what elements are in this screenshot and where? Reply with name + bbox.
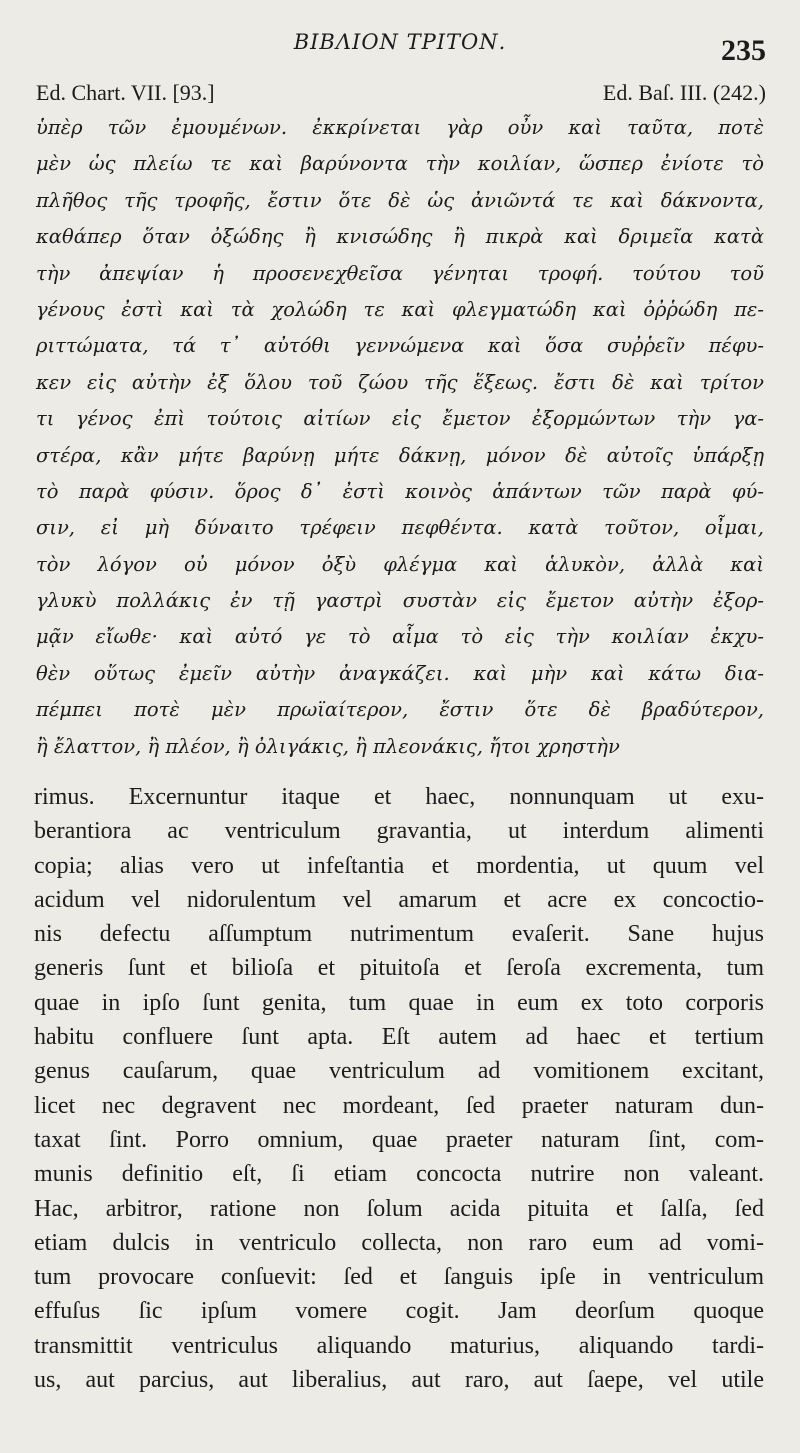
latin-line: munis definitio eſt, ſi etiam concocta nutrire non valeant.	[34, 1161, 764, 1188]
latin-line: tum provocare conſuevit: ſed et ſanguis ipſe in ventriculum	[34, 1264, 764, 1291]
greek-line: ἢ ἔλαττον, ἢ πλέον, ἢ ὀλιγάκις, ἢ πλεονάκις, ἤτοι χρηστὴν	[36, 734, 620, 758]
latin-line: us, aut parcius, aut liberalius, aut raro, aut ſaepe, vel utile	[34, 1367, 764, 1394]
latin-line: habitu confluere ſunt apta. Eſt autem ad haec et tertium	[34, 1024, 764, 1051]
greek-line: μὲν ὡς πλείω τε καὶ βαρύνοντα τὴν κοιλίαν, ὥσπερ ἐνίοτε τὸ	[36, 152, 764, 176]
latin-line: berantiora ac ventriculum gravantia, ut interdum alimenti	[34, 818, 764, 845]
greek-line: τὸ παρὰ φύσιν. ὅρος δ᾽ ἐστὶ κοινὸς ἁπάντων τῶν παρὰ φύ-	[36, 479, 764, 503]
greek-line: τι γένος ἐπὶ τούτοις αἰτίων εἰς ἔμετον ἐξορμώντων τὴν γα-	[36, 407, 764, 431]
greek-text-block	[36, 110, 764, 765]
greek-line: ριττώματα, τά τ᾽ αὐτόθι γεννώμενα καὶ ὅσα συῤῥεῖν πέφυ-	[36, 334, 764, 358]
latin-line: quae in ipſo ſunt genita, tum quae in eum ex toto corporis	[34, 989, 764, 1016]
latin-line: transmittit ventriculus aliquando maturius, aliquando tardi-	[34, 1332, 764, 1359]
greek-line: πλῆθος τῆς τροφῆς, ἔστιν ὅτε δὲ ὡς ἀνιῶντά τε καὶ δάκνοντα,	[36, 188, 764, 212]
greek-line: σιν, εἰ μὴ δύναιτο τρέφειν πεφθέντα. κατὰ τοῦτον, οἶμαι,	[36, 516, 764, 540]
latin-line: licet nec degravent nec mordeant, ſed praeter naturam dun-	[34, 1092, 764, 1119]
latin-line: nis defectu aſſumptum nutrimentum evaſerit. Sane hujus	[34, 921, 764, 948]
greek-line: θὲν οὕτως ἐμεῖν αὐτὴν ἀναγκάζει. καὶ μὴν καὶ κάτω δια-	[36, 661, 764, 685]
greek-line: κεν εἰς αὐτὴν ἐξ ὅλου τοῦ ζώου τῆς ἕξεως. ἔστι δὲ καὶ τρίτον	[36, 370, 764, 394]
greek-line: μᾷν εἴωθε· καὶ αὐτό γε τὸ αἷμα τὸ εἰς τὴν κοιλίαν ἐκχυ-	[36, 625, 764, 649]
latin-line: rimus. Excernuntur itaque et haec, nonnunquam ut exu-	[34, 784, 764, 810]
greek-line: καθάπερ ὅταν ὀξώδης ἢ κνισώδης ἢ πικρὰ καὶ δριμεῖα κατὰ	[36, 225, 764, 249]
edition-chart-ref: Ed. Chart. VII. [93.]	[36, 80, 215, 105]
greek-line: στέρα, κἂν μήτε βαρύνῃ μήτε δάκνῃ, μόνον δὲ αὐτοῖς ὑπάρξῃ	[36, 443, 764, 467]
running-title: ΒΙΒΛΙΟΝ ΤΡΙΤΟΝ.	[293, 30, 507, 54]
latin-line: Hac, arbitror, ratione non ſolum acida pituita et ſalſa, ſed	[34, 1195, 764, 1222]
latin-line: taxat ſint. Porro omnium, quae praeter naturam ſint, com-	[34, 1126, 764, 1153]
page-number: 235	[721, 34, 766, 67]
latin-line: etiam dulcis in ventriculo collecta, non raro eum ad vomi-	[34, 1229, 764, 1256]
greek-line: γλυκὺ πολλάκις ἐν τῇ γαστρὶ συστὰν εἰς ἔμετον αὐτὴν ἐξορ-	[36, 589, 764, 613]
greek-line: πέμπει ποτὲ μὲν πρωϊαίτερον, ἔστιν ὅτε δὲ βραδύτερον,	[36, 698, 764, 722]
latin-line: genus cauſarum, quae ventriculum ad vomitionem excitant,	[34, 1058, 764, 1085]
greek-line: τὸν λόγον οὐ μόνον ὀξὺ φλέγμα καὶ ἁλυκὸν, ἀλλὰ καὶ	[36, 552, 764, 576]
edition-basel-ref: Ed. Baſ. III. (242.)	[602, 80, 766, 105]
edition-line	[36, 80, 766, 106]
latin-line: acidum vel nidorulentum vel amarum et acre ex concoctio-	[34, 886, 764, 913]
greek-line: γένους ἐστὶ καὶ τὰ χολώδη τε καὶ φλεγματώδη καὶ ὀῤῥώδη πε-	[36, 297, 764, 321]
latin-line: effuſus ſic ipſum vomere cogit. Jam deorſum quoque	[34, 1298, 764, 1325]
greek-line: τὴν ἀπεψίαν ἡ προσενεχθεῖσα γένηται τροφή. τούτου τοῦ	[36, 261, 764, 285]
latin-line: copia; alias vero ut infeſtantia et mordentia, ut quum vel	[34, 852, 764, 879]
latin-text-block	[34, 780, 764, 1397]
greek-line: ὑπὲρ τῶν ἐμουμένων. ἐκκρίνεται γὰρ οὖν καὶ ταῦτα, ποτὲ	[36, 116, 764, 139]
latin-line: generis ſunt et bilioſa et pituitoſa et ſeroſa excrementa, tum	[34, 955, 764, 982]
